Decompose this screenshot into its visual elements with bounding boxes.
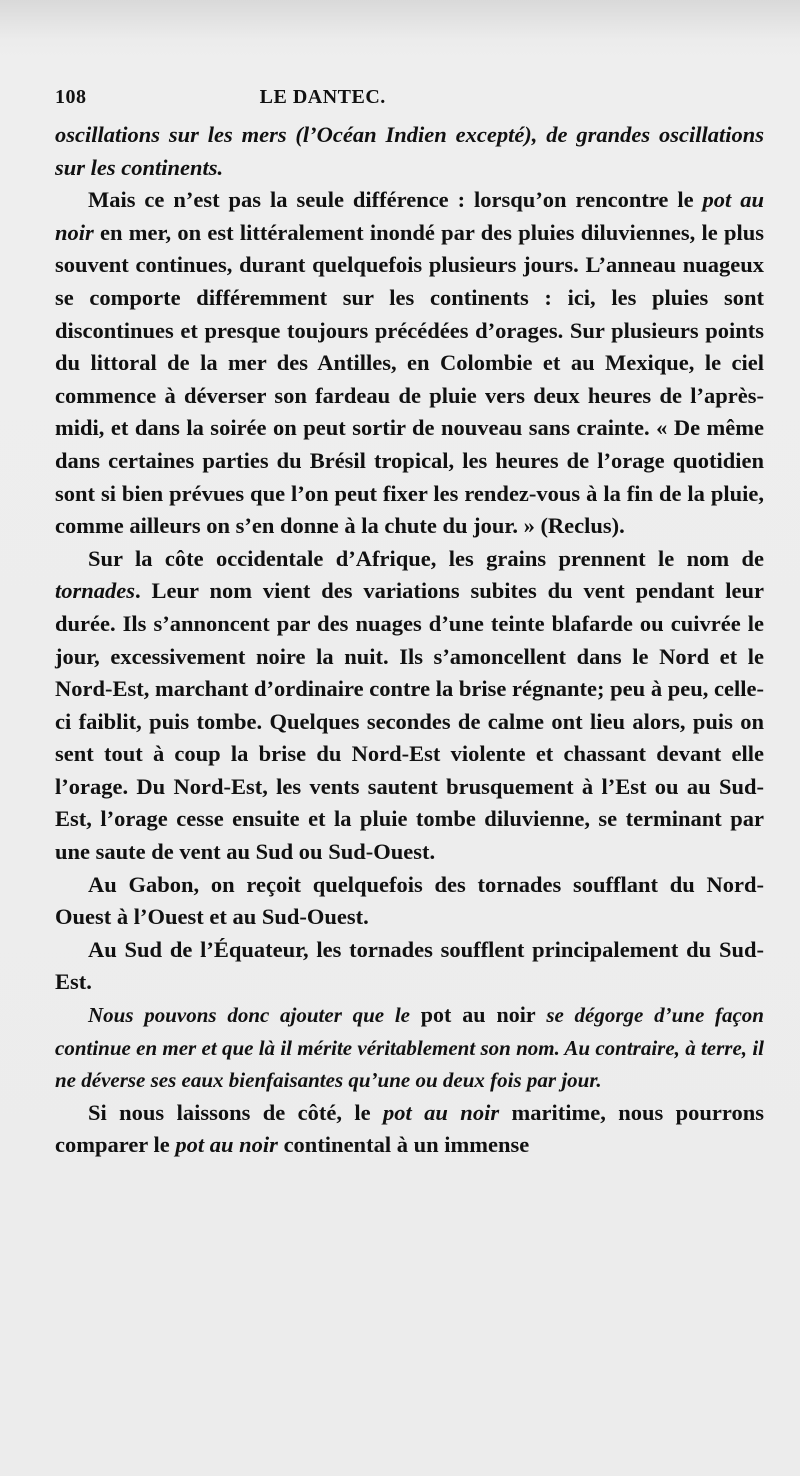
paragraph-continued [55, 119, 764, 184]
text-run: oscillations sur les mers (l’Océan Indien excepté), de grandes oscillations sur les continents. [55, 122, 764, 180]
paragraph [55, 1097, 764, 1162]
page-number: 108 [55, 86, 87, 108]
text-run: en mer, on est littéralement inondé par des pluies diluviennes, le plus souvent continues, durant quelquefois plusieurs jours. L’anneau nuageux se comporte différemment sur les continents : ici, les pluies sont discontinues et presque toujours précédées d’orages. Sur plusieurs points du littoral de la mer des Antilles, en Colombie et au Mexique, le ciel commence à déverser son fardeau de pluie vers deux heures de l’après-midi, et dans la soirée on peut sortir de nouveau sans crainte. « De même dans certaines parties du Brésil tropical, les heures de l’orage quotidien sont si bien prévues que l’on peut fixer les rendez-vous à la fin de la pluie, comme ailleurs on s’en donne à la chute du jour. » (Reclus). [55, 219, 764, 539]
paragraph [55, 543, 764, 869]
text-run: Sur la côte occidentale d’Afrique, les grains prennent le nom de [88, 545, 764, 571]
text-run: maritime, nous pourrons comparer le [55, 1099, 764, 1158]
text-run: . Leur nom vient des variations subites du vent pendant leur durée. Ils s’annoncent par des nuages d’une teinte blafarde ou cuivrée le jour, excessivement noire la nuit. Ils s’amoncellent dans le Nord et le Nord-Est, marchant d’ordinaire contre la brise régnante; peu à peu, celle-ci faiblit, puis tombe. Quelques secondes de calme ont lieu alors, puis on sent tout à coup la brise du Nord-Est violente et chassant devant elle l’orage. Du Nord-Est, les vents sautent brusquement à l’Est ou au Sud-Est, l’orage cesse ensuite et la pluie tombe diluvienne, se terminant par une saute de vent au Sud ou Sud-Ouest. [55, 578, 764, 865]
paragraph [55, 869, 764, 934]
text-run-italic: pot au noir [175, 1132, 278, 1158]
text-run-italic: tornades [55, 578, 136, 604]
paragraph [55, 184, 764, 543]
text-run: Au Gabon, on reçoit quelquefois des tornades soufflant du Nord-Ouest à l’Ouest et au Sud-Ouest. [55, 871, 764, 930]
paragraph-conclusion [55, 999, 764, 1097]
text-run-italic: pot au noir [383, 1099, 500, 1125]
text-run: Si nous laissons de côté, le [88, 1099, 384, 1125]
text-run-italic: se dégorge d’une façon continue en mer et que là il mérite véritablement son nom. Au contraire, à terre, il ne déverse ses eaux bienfaisantes qu’une ou deux fois par jour. [55, 1003, 764, 1093]
body-text [55, 119, 764, 1162]
text-run: Mais ce n’est pas la seule différence : lorsqu’on rencontre le [88, 187, 703, 213]
text-run-italic: Nous pouvons donc ajouter que le [88, 1003, 421, 1028]
page-header [55, 86, 560, 109]
paragraph [55, 934, 764, 999]
text-run: pot au noir [420, 1002, 536, 1028]
text-run-italic: pot au noir [55, 187, 764, 245]
text-run: Au Sud de l’Équateur, les tornades soufflent principalement du Sud-Est. [55, 936, 764, 995]
running-title: LE DANTEC. [259, 86, 386, 108]
text-run: continental à un immense [277, 1132, 530, 1158]
